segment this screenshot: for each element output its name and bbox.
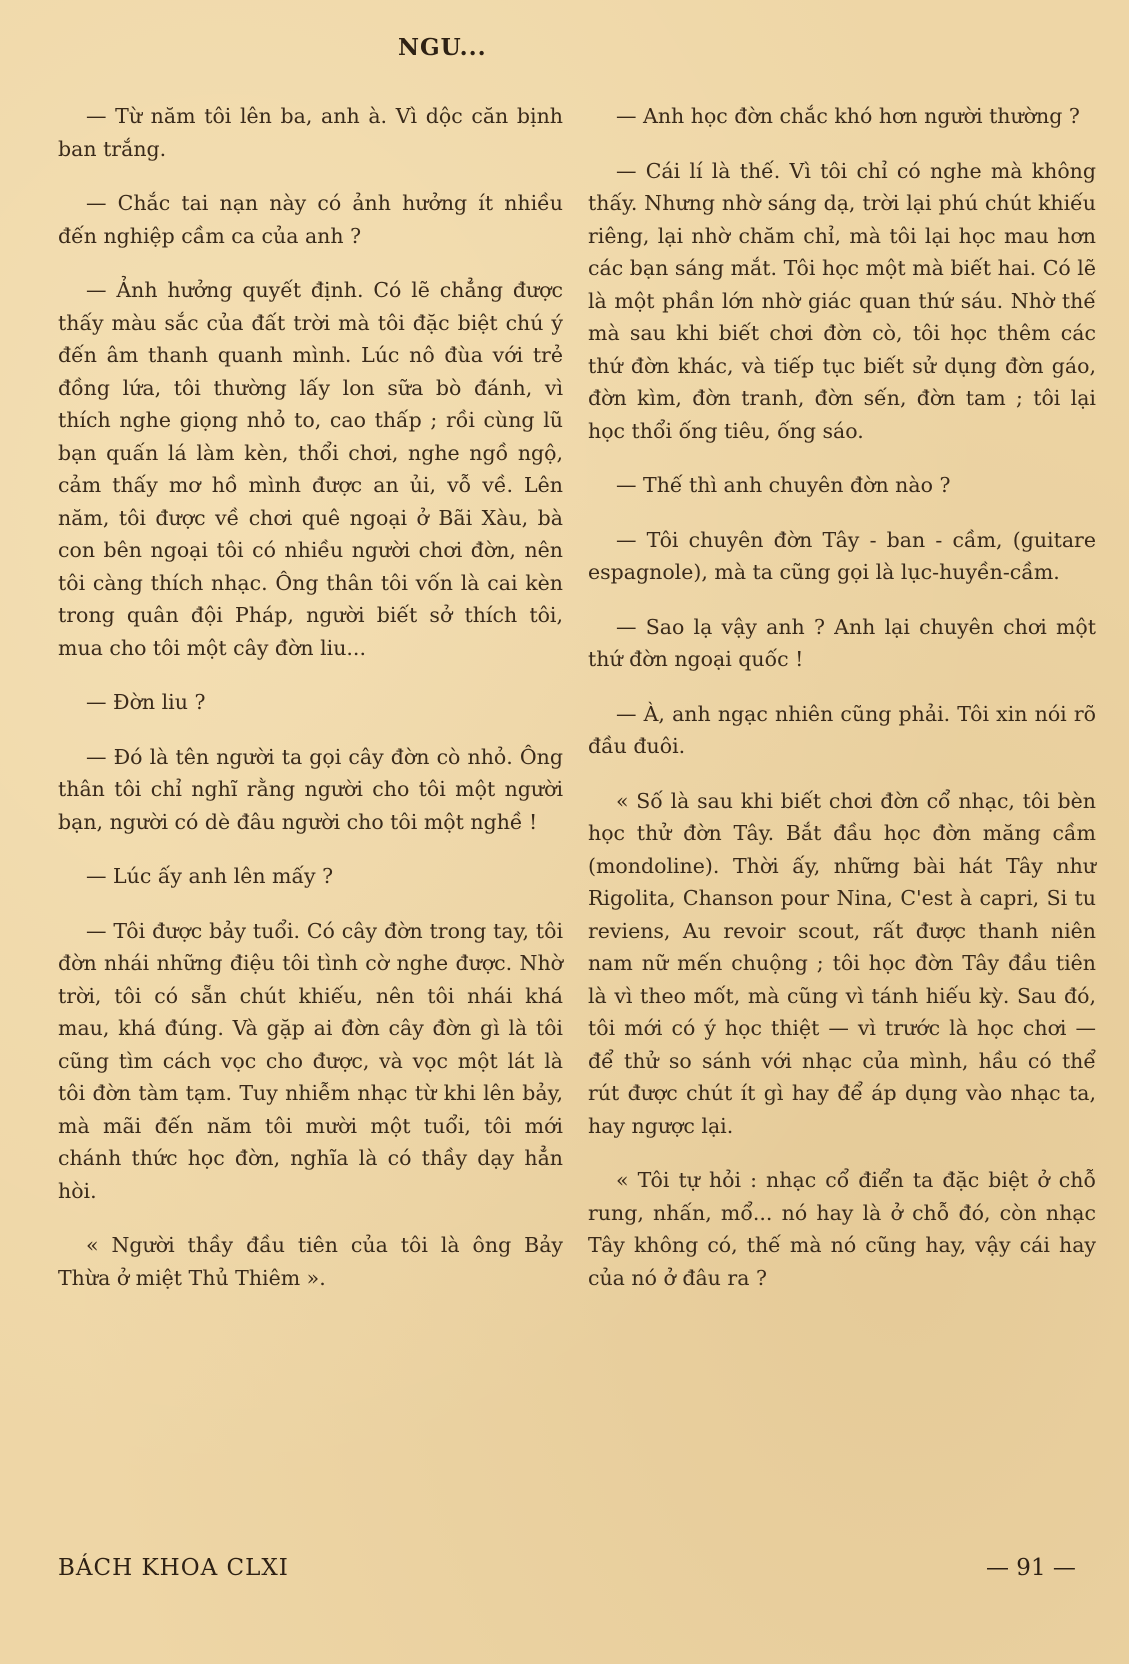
right-column [588,100,1096,1316]
paragraph: — Ảnh hưởng quyết định. Có lẽ chẳng được thấy màu sắc của đất trời mà tôi đặc biệt chú ý đến âm thanh quanh mình. Lúc nô đùa với trẻ đồng lứa, tôi thường lấy lon sữa bò đánh, vì thích nghe giọng nhỏ to, cao thấp ; rồi cùng lũ bạn quấn lá làm kèn, thổi chơi, nghe ngồ ngộ, cảm thấy mơ hồ mình được an ủi, vỗ về. Lên năm, tôi được về chơi quê ngoại ở Bãi Xàu, bà con bên ngoại tôi có nhiều người chơi đờn, nên tôi càng thích nhạc. Ông thân tôi vốn là cai kèn trong quân đội Pháp, người biết sở thích tôi, mua cho tôi một cây đờn liu... [58,278,563,660]
paragraph: — Anh học đờn chắc khó hơn người thường ? [616,104,1080,128]
page-number: — 91 — [986,1555,1076,1581]
paragraph: « Số là sau khi biết chơi đờn cổ nhạc, tôi bèn học thử đờn Tây. Bắt đầu học đờn măng cầm (mondoline). Thời ấy, những bài hát Tây như Rigolita, Chanson pour Nina, C'est à capri, Si tu reviens, Au revoir scout, rất được thanh niên nam nữ mến chuộng ; tôi học đờn Tây đầu tiên là vì theo mốt, mà cũng vì tánh hiếu kỳ. Sau đó, tôi mới có ý học thiệt — vì trước là học chơi — để thử so sánh với nhạc của mình, hầu có thể rút được chút ít gì hay để áp dụng vào nhạc ta, hay ngược lại. [588,788,1096,1138]
paragraph: « Người thầy đầu tiên của tôi là ông Bảy Thừa ở miệt Thủ Thiêm ». [58,1233,563,1290]
paragraph: — Sao lạ vậy anh ? Anh lại chuyên chơi một thứ đờn ngoại quốc ! [588,614,1096,671]
running-head: NGU... [398,34,487,61]
paragraph: — Cái lí là thế. Vì tôi chỉ có nghe mà không thấy. Nhưng nhờ sáng dạ, trời lại phú chút khiếu riêng, lại nhờ chăm chỉ, mà tôi lại học mau hơn các bạn sáng mắt. Tôi học một mà biết hai. Có lẽ là một phần lớn nhờ giác quan thứ sáu. Nhờ thế mà sau khi biết chơi đờn cò, tôi học thêm các thứ đờn khác, và tiếp tục biết sử dụng đờn gáo, đờn kìm, đờn tranh, đờn sến, đờn tam ; tôi lại học thổi ống tiêu, ống sáo. [588,158,1096,443]
paragraph: — Tôi chuyên đờn Tây - ban - cầm, (guitare espagnole), mà ta cũng gọi là lục-huyền-cầm. [588,527,1096,584]
paragraph: — Đờn liu ? [86,690,206,714]
paragraph: — Đó là tên người ta gọi cây đờn cò nhỏ. Ông thân tôi chỉ nghĩ rằng người cho tôi một người bạn, người có dè đâu người cho tôi một nghề ! [58,744,563,834]
paragraph: — Tôi được bảy tuổi. Có cây đờn trong tay, tôi đờn nhái những điệu tôi tình cờ nghe được. Nhờ trời, tôi có sẵn chút khiếu, nên tôi nhái khá mau, khá đúng. Và gặp ai đờn cây đờn gì là tôi cũng tìm cách vọc cho được, và vọc một lát là tôi đờn tàm tạm. Tuy nhiễm nhạc từ khi lên bảy, mà mãi đến năm tôi mười một tuổi, tôi mới chánh thức học đờn, nghĩa là có thầy dạy hẳn hòi. [58,918,563,1203]
paragraph: — Từ năm tôi lên ba, anh à. Vì dộc căn bịnh ban trắng. [58,104,563,161]
paragraph: — Chắc tai nạn này có ảnh hưởng ít nhiều đến nghiệp cầm ca của anh ? [58,191,563,248]
paragraph: — Thế thì anh chuyên đờn nào ? [616,473,951,497]
paragraph: — À, anh ngạc nhiên cũng phải. Tôi xin nói rõ đầu đuôi. [588,701,1096,758]
left-column [58,100,563,1316]
paragraph: « Tôi tự hỏi : nhạc cổ điển ta đặc biệt ở chỗ rung, nhấn, mổ... nó hay là ở chỗ đó, còn nhạc Tây không có, thế mà nó cũng hay, vậy cái hay của nó ở đâu ra ? [588,1168,1096,1290]
paragraph: — Lúc ấy anh lên mấy ? [86,864,334,888]
publication-footer: BÁCH KHOA CLXI [58,1555,289,1581]
